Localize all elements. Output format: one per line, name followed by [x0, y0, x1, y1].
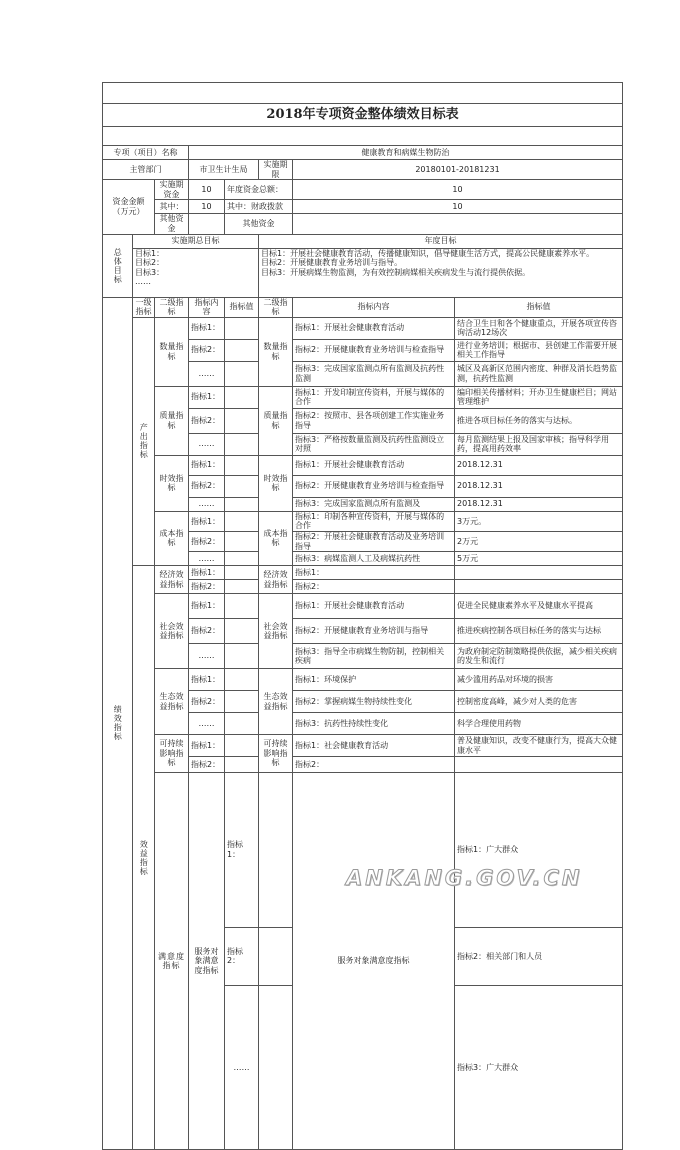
timeliness-1-value: 2018.12.31 [455, 455, 623, 475]
cost-label: 成本指标 [155, 511, 189, 565]
fund-label: 资金金额（万元） [103, 180, 155, 234]
ecological-label-b: 生态效益指标 [259, 669, 293, 735]
timeliness-2-value: 2018.12.31 [455, 475, 623, 497]
economic-1-value [455, 566, 623, 580]
slot: 指标1： [189, 735, 225, 757]
slot: 指标2： [225, 927, 259, 986]
slot: …… [189, 644, 225, 669]
quantity-1-value: 结合卫生日和各个健康重点，开展各项宣传咨询活动12场次 [455, 317, 623, 339]
sustain-1-value: 普及健康知识，改变不健康行为，提高大众健康水平 [455, 735, 623, 757]
sustain-label-b: 可持续影响指标 [259, 735, 293, 773]
quantity-3: 指标3：完成国家监测点所有监测及抗药性监测 [293, 361, 455, 386]
slot-value [225, 713, 259, 735]
year-total-value: 10 [293, 180, 623, 200]
slot: 指标1： [225, 773, 259, 928]
slot: 指标2： [189, 691, 225, 713]
sustain-2-value [455, 757, 623, 773]
cost-3: 指标3：病媒监测人工及病媒抗药性 [293, 552, 455, 566]
fiscal-value: 10 [293, 200, 623, 214]
period-value: 20180101-20181231 [293, 160, 623, 180]
quality-label-b: 质量指标 [259, 386, 293, 455]
page-title: 2018年专项资金整体绩效目标表 [103, 104, 623, 127]
slot: 指标2： [189, 475, 225, 497]
slot: 指标2： [189, 757, 225, 773]
col-content-b: 指标内容 [293, 297, 455, 317]
cost-1-value: 3万元。 [455, 511, 623, 531]
perf-indicator-label: 绩效指标 [103, 297, 133, 1150]
quantity-2: 指标2：开展健康教育业务培训与检查指导 [293, 339, 455, 361]
slot: 指标1： [189, 455, 225, 475]
quantity-3-value: 城区及高新区范围内密度、种群及消长趋势监测，抗药性监测 [455, 361, 623, 386]
quality-label: 质量指标 [155, 386, 189, 455]
output-indicator: 产出指标 [133, 317, 155, 565]
slot-value [225, 619, 259, 644]
timeliness-3: 指标3：完成国家监测点所有监测及 [293, 497, 455, 511]
slot-value [225, 475, 259, 497]
ecological-1-value: 减少滥用药品对环境的损害 [455, 669, 623, 691]
site-watermark: ANKANG.GOV.CN [346, 866, 583, 890]
other-label: 其他资金 [225, 214, 293, 234]
slot: 指标2： [189, 339, 225, 361]
col-level2-b: 二级指标 [259, 297, 293, 317]
slot: …… [225, 986, 259, 1150]
slot-value [225, 339, 259, 361]
timeliness-label-b: 时效指标 [259, 455, 293, 511]
quantity-2-value: 进行业务培训；根据市、县创建工作需要开展相关工作指导 [455, 339, 623, 361]
slot-value [259, 773, 293, 928]
overall-goal-label: 总体目标 [103, 234, 133, 297]
ecological-2: 指标2：掌握病媒生物持续性变化 [293, 691, 455, 713]
cost-2: 指标2：开展社会健康教育活动及业务培训指导 [293, 531, 455, 551]
slot-value [225, 594, 259, 619]
slot: 指标1： [189, 511, 225, 531]
social-2: 指标2：开展健康教育业务培训与指导 [293, 619, 455, 644]
slot-value [225, 644, 259, 669]
economic-label-b: 经济效益指标 [259, 566, 293, 594]
col-value-b: 指标值 [455, 297, 623, 317]
dept-label: 主管部门 [103, 160, 189, 180]
fund-sub-3-value [189, 214, 225, 234]
slot: 指标1： [189, 594, 225, 619]
service-3: 指标3：广大群众 [455, 986, 623, 1150]
benefit-indicator: 效益指标 [133, 566, 155, 1150]
quality-2-value: 推进各项目标任务的落实与达标。 [455, 408, 623, 433]
slot: …… [189, 552, 225, 566]
blank-row [103, 127, 623, 146]
year-goal-header: 年度目标 [259, 234, 623, 248]
slot-value [259, 927, 293, 986]
slot: 指标2： [189, 580, 225, 594]
economic-2: 指标2： [293, 580, 455, 594]
slot: 指标2： [189, 619, 225, 644]
project-name-value: 健康教育和病媒生物防治 [189, 146, 623, 160]
social-1-value: 促进全民健康素养水平及健康水平提高 [455, 594, 623, 619]
slot-value [225, 757, 259, 773]
economic-2-value [455, 580, 623, 594]
sustain-2: 指标2： [293, 757, 455, 773]
project-name-label: 专项（项目）名称 [103, 146, 189, 160]
quality-1: 指标1：开发印制宣传资料，开展与媒体的合作 [293, 386, 455, 408]
slot: …… [189, 497, 225, 511]
quality-2: 指标2：按照市、县各项创建工作实施业务指导 [293, 408, 455, 433]
slot-value [225, 433, 259, 455]
year-goals: 目标1：开展社会健康教育活动，传播健康知识，倡导健康生活方式，提高公民健康素养水平。 目标2：开展健康教育业务培训与指导。 目标3：开展病媒生物监测，为有效控制病媒相关疾病发生与流行提供依据。 [259, 248, 623, 297]
economic-1: 指标1： [293, 566, 455, 580]
fund-sub-2: 其中： [155, 200, 189, 214]
year-total-label: 年度资金总额： [225, 180, 293, 200]
social-label: 社会效益指标 [155, 594, 189, 669]
slot-value [225, 691, 259, 713]
service-label: 服务对象满意度指标 [189, 773, 225, 1150]
slot-value [225, 566, 259, 580]
quantity-label-b: 数量指标 [259, 317, 293, 386]
quantity-label: 数量指标 [155, 317, 189, 386]
cost-1: 指标1：印制各种宣传资料，开展与媒体的合作 [293, 511, 455, 531]
timeliness-1: 指标1：开展社会健康教育活动 [293, 455, 455, 475]
timeliness-3-value: 2018.12.31 [455, 497, 623, 511]
slot-value [225, 669, 259, 691]
impl-goal-header: 实施期总目标 [133, 234, 259, 248]
fund-sub-1-value: 10 [189, 180, 225, 200]
social-label-b: 社会效益指标 [259, 594, 293, 669]
period-label: 实施期限 [259, 160, 293, 180]
social-3-value: 为政府制定防制策略提供依据，减少相关疾病的发生和流行 [455, 644, 623, 669]
cost-2-value: 2万元 [455, 531, 623, 551]
sustain-1: 指标1：社会健康教育活动 [293, 735, 455, 757]
slot: 指标1： [189, 386, 225, 408]
quality-3-value: 每月监测结果上报及国家审核；指导科学用药，提高用药效率 [455, 433, 623, 455]
service-1: 指标1：广大群众 [455, 773, 623, 928]
col-level2: 二级指标 [155, 297, 189, 317]
slot-value [225, 531, 259, 551]
slot-value [225, 455, 259, 475]
ecological-1: 指标1：环境保护 [293, 669, 455, 691]
slot-value [225, 511, 259, 531]
social-2-value: 推进疾病控制各项目标任务的落实与达标 [455, 619, 623, 644]
slot: …… [189, 433, 225, 455]
slot-value [225, 386, 259, 408]
economic-label: 经济效益指标 [155, 566, 189, 594]
fiscal-label: 其中：财政拨款 [225, 200, 293, 214]
impl-goals: 目标1： 目标2： 目标3： …… [133, 248, 259, 297]
social-3: 指标3：指导全市病媒生物防制，控制相关疾病 [293, 644, 455, 669]
col-value: 指标值 [225, 297, 259, 317]
performance-target-table [102, 82, 623, 1150]
slot-value [225, 408, 259, 433]
col-level1: 一级指标 [133, 297, 155, 317]
ecological-2-value: 控制密度高峰，减少对人类的危害 [455, 691, 623, 713]
slot-value [225, 735, 259, 757]
dept-value: 市卫生计生局 [189, 160, 259, 180]
slot: 指标2： [189, 531, 225, 551]
quality-3: 指标3：严格按数量监测及抗药性监测设立对照 [293, 433, 455, 455]
ecological-3: 指标3：抗药性持续性变化 [293, 713, 455, 735]
satisfaction-indicator: 满意度指标 [155, 773, 189, 1150]
other-value [293, 214, 623, 234]
timeliness-label: 时效指标 [155, 455, 189, 511]
top-blank [103, 83, 623, 104]
slot: 指标1： [189, 669, 225, 691]
slot-value [225, 317, 259, 339]
slot-value [225, 580, 259, 594]
slot: 指标1： [189, 317, 225, 339]
slot-value [259, 986, 293, 1150]
slot-value [225, 497, 259, 511]
slot: 指标2： [189, 408, 225, 433]
service-label-b: 服务对象满意度指标 [293, 773, 455, 1150]
slot-value [225, 552, 259, 566]
ecological-label: 生态效益指标 [155, 669, 189, 735]
fund-sub-3: 其他资金 [155, 214, 189, 234]
cost-3-value: 5万元 [455, 552, 623, 566]
slot: …… [189, 713, 225, 735]
col-content: 指标内容 [189, 297, 225, 317]
slot: 指标1： [189, 566, 225, 580]
timeliness-2: 指标2：开展健康教育业务培训与检查指导 [293, 475, 455, 497]
cost-label-b: 成本指标 [259, 511, 293, 565]
slot: …… [189, 361, 225, 386]
quantity-1: 指标1：开展社会健康教育活动 [293, 317, 455, 339]
fund-sub-1: 实施期资金 [155, 180, 189, 200]
social-1: 指标1：开展社会健康教育活动 [293, 594, 455, 619]
ecological-3-value: 科学合理使用药物 [455, 713, 623, 735]
fund-sub-2-value: 10 [189, 200, 225, 214]
service-2: 指标2：相关部门和人员 [455, 927, 623, 986]
slot-value [225, 361, 259, 386]
quality-1-value: 编印相关传播材料；开办卫生健康栏目；网站管理维护 [455, 386, 623, 408]
sustain-label: 可持续影响指标 [155, 735, 189, 773]
